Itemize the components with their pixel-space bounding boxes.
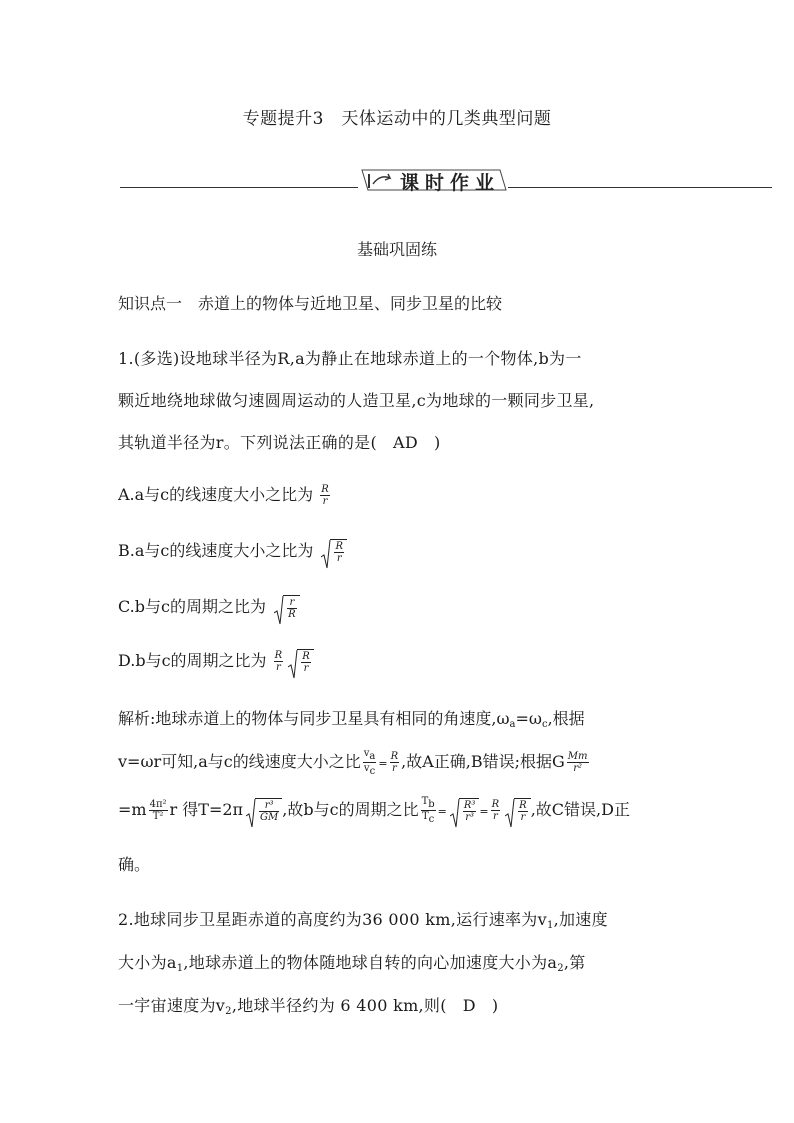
- q1-solution-line1: 解析:地球赤道上的物体与同步卫星具有相同的角速度$,\omega_a=\omega_c$,根据: [118, 709, 585, 730]
- q2-stem-line2: 大小为$a_1$,地球赤道上的物体随地球自转的向心加速度大小为$a_2$,第: [118, 953, 586, 974]
- banner: [358, 166, 508, 194]
- q1-option-c: C.b与c的周期之比为 $\frac{r}{R}$: [118, 594, 300, 620]
- q2-answer: D: [462, 996, 476, 1015]
- q1-answer: AD: [393, 433, 418, 452]
- arrow-icon: [373, 174, 390, 184]
- q1-solution-line3: =m $\frac{\text{4π²}}{\text{T²}}$ r 得T=2π $\frac{\text{r³}}{GM}$ ,故b与c的周期之比 $\frac{Tb}{Tc}$ = $\frac{\text{R³}}{\text{r³}}$ = $\frac{R}{r}$ $\frac{R}{r}$ ,故C错误,D正: [118, 796, 630, 825]
- q1-stem-line2: 颗近地绕地球做匀速圆周运动的人造卫星,c为地球的一颗同步卫星,: [118, 391, 595, 410]
- q2-stem-line3: 一宇宙速度为$v_2$,地球半径约为 6 400 km,则( D ): [118, 996, 499, 1017]
- q1-option-a: A.a与c的线速度大小之比为 $\frac{R}{r}$: [118, 484, 329, 507]
- q1-solution-line4: 确。: [118, 855, 151, 874]
- q1-stem-line1: 1.(多选)设地球半径为R,a为静止在地球赤道上的一个物体,b为一: [118, 349, 582, 368]
- q1-solution-line2: v=ωr可知,a与c的线速度大小之比 $\frac{va}{vc}$ = $\frac{R}{r}$ ,故A正确,B错误;根据G $\frac{Mm}{\text{r²}}$: [118, 748, 588, 777]
- q1-option-b: B.a与c的线速度大小之比为 $\frac{R}{r}$: [118, 538, 347, 564]
- q1-option-d: D.b与c的周期之比为 $\frac{R}{r}$ $\frac{R}{r}$: [118, 648, 314, 674]
- banner-label: 课时作业: [400, 172, 501, 194]
- q1-stem-line3: 其轨道半径为r。下列说法正确的是( AD ): [118, 433, 441, 452]
- page-title: 专题提升3 天体运动中的几类典型问题: [242, 109, 552, 129]
- q2-stem-line1: 2.地球同步卫星距赤道的高度约为36 000 km,运行速率为$v_1$,加速度: [118, 910, 608, 931]
- knowledge-point-heading: 知识点一 赤道上的物体与近地卫星、同步卫星的比较: [118, 294, 503, 313]
- section-heading: 基础巩固练: [356, 240, 437, 259]
